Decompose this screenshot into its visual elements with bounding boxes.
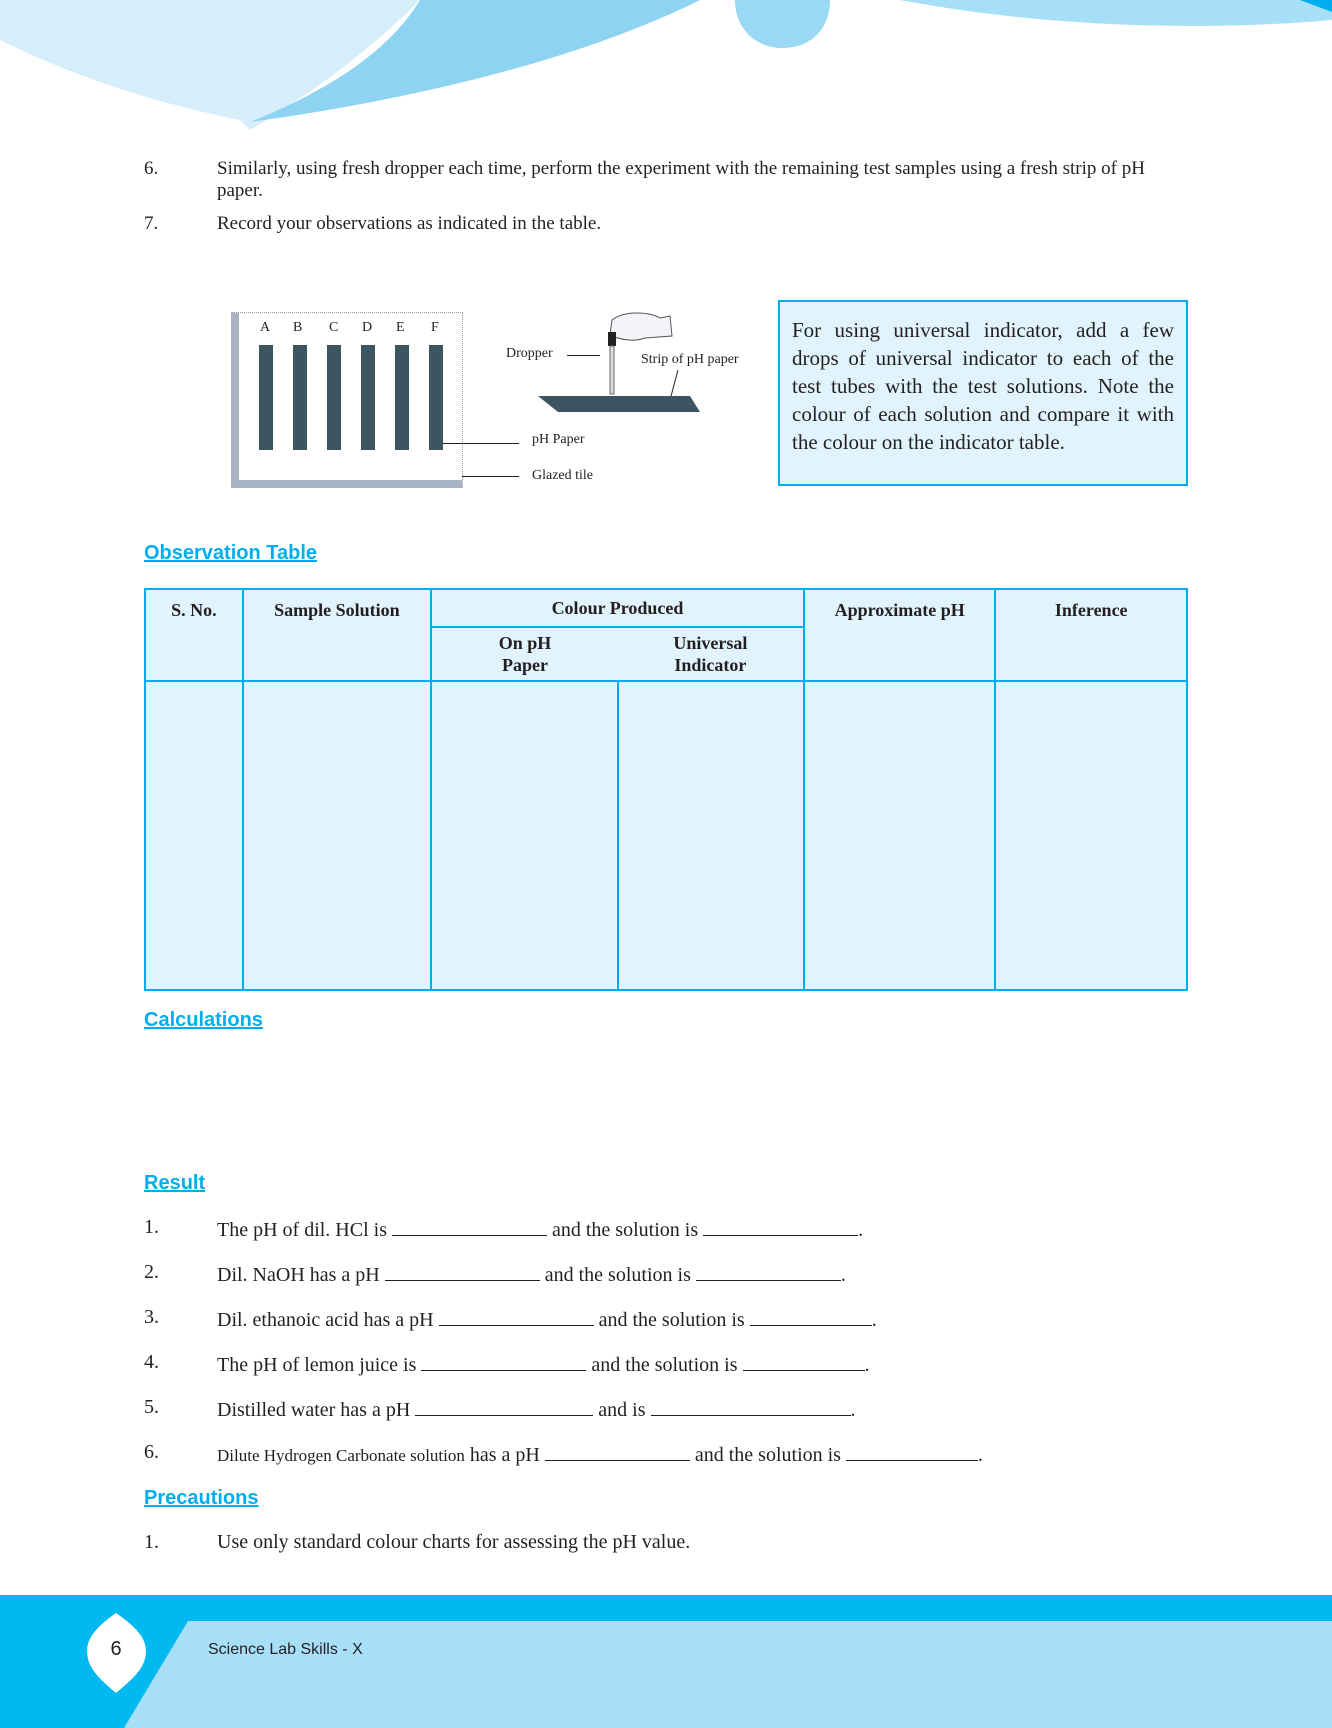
table-cell[interactable]: [804, 681, 996, 990]
header-ph-paper: On pH Paper: [431, 627, 618, 681]
dropper-label: Dropper: [506, 346, 553, 361]
strip-label-text: Strip of pH paper: [641, 352, 739, 367]
ph-paper-label: pH Paper: [532, 432, 585, 447]
ph-strip: [429, 345, 443, 450]
table-cell[interactable]: [618, 681, 804, 990]
header-inference: Inference: [995, 589, 1187, 681]
step-number: 7.: [144, 213, 159, 234]
strip-label: F: [431, 320, 439, 335]
strip-label: D: [362, 320, 373, 335]
info-box: For using universal indicator, add a few drops of universal indicator to each of the test tubes with the test solutions. Note the colour of each solution and compare it with the colour on the indicator table.: [778, 300, 1188, 486]
result-heading: Result: [144, 1172, 206, 1194]
step-number: 6.: [144, 158, 159, 179]
step-text: Similarly, using fresh dropper each time, perform the experiment with the remaining test samples using a fresh strip of pH paper.: [217, 158, 1145, 201]
ph-strip: [327, 345, 341, 450]
calculations-heading: Calculations: [144, 1009, 263, 1031]
table-cell[interactable]: [243, 681, 431, 990]
observation-heading: Observation Table: [144, 542, 318, 564]
header-sno: S. No.: [145, 589, 243, 681]
observation-table: [144, 588, 1188, 991]
page-number: 6: [110, 1638, 122, 1660]
header-universal: Universal Indicator: [618, 627, 804, 681]
ph-strip: [259, 345, 273, 450]
header-approx-ph: Approximate pH: [804, 589, 996, 681]
header-colour: Colour Produced: [431, 589, 804, 627]
dropper-hand-icon: [530, 310, 710, 420]
table-cell[interactable]: [145, 681, 243, 990]
strip-label: A: [260, 320, 271, 335]
precautions-heading: Precautions: [144, 1487, 259, 1509]
step-text: Record your observations as indicated in the table.: [217, 213, 602, 234]
ph-strip: [361, 345, 375, 450]
ph-strip: [395, 345, 409, 450]
strip-label: C: [329, 320, 339, 335]
header-wave-decoration: [0, 0, 1332, 130]
strip-label: E: [396, 320, 405, 335]
ph-strip: [293, 345, 307, 450]
footer-title: Science Lab Skills - X: [208, 1641, 363, 1658]
glazed-tile-label: Glazed tile: [532, 468, 594, 483]
table-cell[interactable]: [995, 681, 1187, 990]
footer-band: [0, 1595, 1332, 1728]
strip-label: B: [293, 320, 303, 335]
table-cell[interactable]: [431, 681, 618, 990]
header-sample: Sample Solution: [243, 589, 431, 681]
